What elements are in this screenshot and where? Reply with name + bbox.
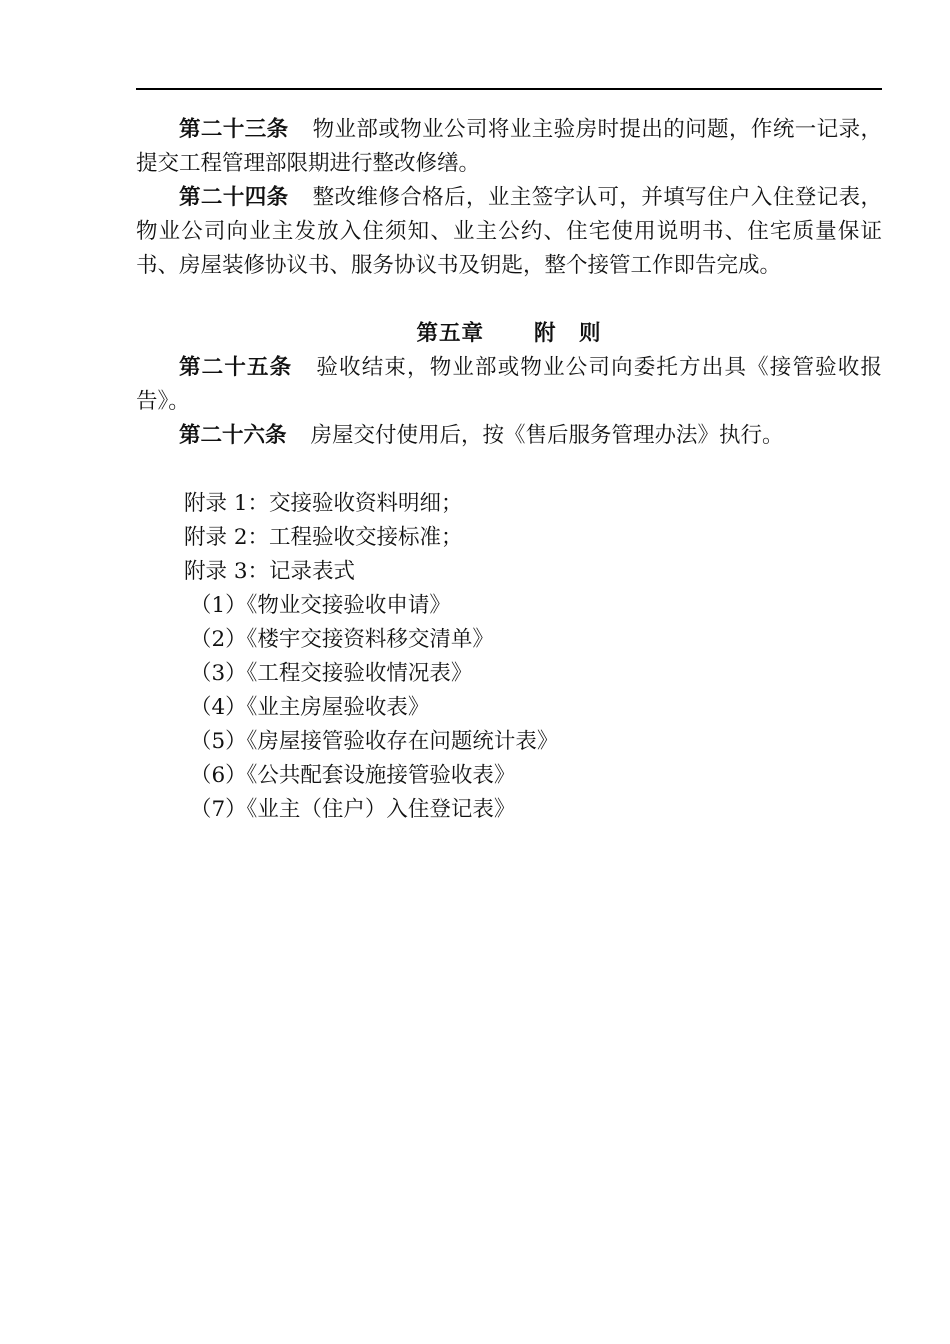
article-number: 第二十四条 bbox=[179, 185, 289, 210]
article-25 bbox=[136, 351, 882, 419]
record-form-item: （5）《房屋接管验收存在问题统计表》 bbox=[190, 729, 559, 754]
chapter-number: 第五章 bbox=[416, 321, 484, 346]
appendix-item: 附录 3：记录表式 bbox=[184, 559, 356, 584]
record-form-item: （7）《业主（住户）入住登记表》 bbox=[190, 797, 516, 822]
article-23 bbox=[136, 113, 882, 181]
appendix-item: 附录 2：工程验收交接标准； bbox=[184, 525, 463, 550]
article-number: 第二十三条 bbox=[179, 117, 289, 142]
chapter-heading bbox=[136, 317, 882, 351]
record-form-item: （6）《公共配套设施接管验收表》 bbox=[190, 763, 516, 788]
article-text: 房屋交付使用后，按《售后服务管理办法》执行。 bbox=[310, 423, 784, 448]
header-rule bbox=[136, 88, 882, 90]
article-text: 物业部或物业公司将业主验房时提出的问题，作统一记录，提交工程管理部限期进行整改修缮。 bbox=[136, 117, 882, 176]
article-number: 第二十五条 bbox=[179, 355, 293, 380]
record-form-item: （1）《物业交接验收申请》 bbox=[190, 593, 451, 618]
section-spacer bbox=[136, 453, 882, 487]
chapter-title: 附 则 bbox=[534, 321, 602, 346]
record-form-item: （3）《工程交接验收情况表》 bbox=[190, 661, 473, 686]
article-24 bbox=[136, 181, 882, 283]
document-body bbox=[136, 113, 882, 827]
record-form-item: （2）《楼宇交接资料移交清单》 bbox=[190, 627, 494, 652]
article-26 bbox=[136, 419, 882, 453]
appendix-item: 附录 1：交接验收资料明细； bbox=[184, 491, 463, 516]
record-form-item: （4）《业主房屋验收表》 bbox=[190, 695, 430, 720]
article-text: 验收结束，物业部或物业公司向委托方出具《接管验收报告》。 bbox=[136, 355, 882, 414]
article-text: 整改维修合格后，业主签字认可，并填写住户入住登记表，物业公司向业主发放入住须知、业主公约、住宅使用说明书、住宅质量保证书、房屋装修协议书、服务协议书及钥匙，整个接管工作即告完成。 bbox=[136, 185, 882, 278]
article-number: 第二十六条 bbox=[179, 423, 287, 448]
